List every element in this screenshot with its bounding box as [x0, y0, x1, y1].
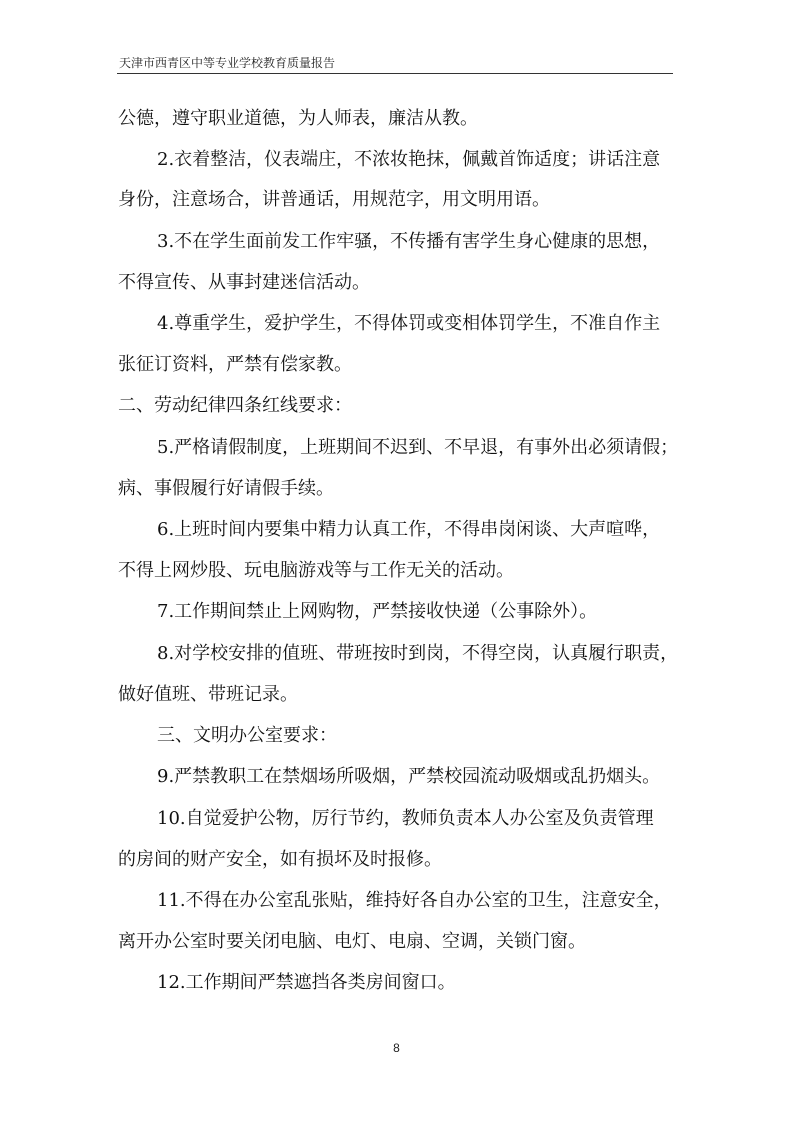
item-5-line-1: 5.严格请假制度，上班期间不迟到、不早退，有事外出必须请假；: [157, 437, 679, 458]
item-4-line-1: 4.尊重学生，爱护学生，不得体罚或变相体罚学生，不准自作主: [157, 313, 661, 334]
section-3-heading: 三、文明办公室要求：: [157, 725, 337, 746]
item-9-line-1: 9.严禁教职工在禁烟场所吸烟，严禁校园流动吸烟或乱扔烟头。: [157, 766, 661, 787]
paragraph-continuation-line: 公德，遵守职业道德，为人师表，廉洁从教。: [118, 108, 478, 129]
item-4-line-2: 张征订资料，严禁有偿家教。: [118, 354, 352, 375]
header-divider: [117, 73, 673, 74]
item-8-line-2: 做好值班、带班记录。: [118, 684, 298, 705]
item-12-line-1: 12.工作期间严禁遮挡各类房间窗口。: [157, 972, 456, 993]
item-6-line-1: 6.上班时间内要集中精力认真工作，不得串岗闲谈、大声喧哗，: [157, 519, 661, 540]
section-2-heading: 二、劳动纪律四条红线要求：: [118, 395, 352, 416]
item-7-line-1: 7.工作期间禁止上网购物，严禁接收快递（公事除外）。: [157, 601, 598, 622]
page-number: 8: [393, 1041, 400, 1055]
running-header-title: 天津市西青区中等专业学校教育质量报告: [119, 56, 336, 70]
item-5-line-2: 病、事假履行好请假手续。: [118, 478, 334, 499]
item-10-line-2: 的房间的财产安全，如有损坏及时报修。: [118, 849, 442, 870]
item-11-line-1: 11.不得在办公室乱张贴，维持好各自办公室的卫生，注意安全，: [157, 890, 672, 911]
item-2-line-2: 身份，注意场合，讲普通话，用规范字，用文明用语。: [118, 189, 550, 210]
item-2-line-1: 2.衣着整洁，仪表端庄，不浓妆艳抹，佩戴首饰适度；讲话注意: [157, 149, 661, 170]
item-8-line-1: 8.对学校安排的值班、带班按时到岗，不得空岗，认真履行职责，: [157, 643, 679, 664]
item-3-line-2: 不得宣传、从事封建迷信活动。: [118, 272, 370, 293]
item-3-line-1: 3.不在学生面前发工作牢骚，不传播有害学生身心健康的思想，: [157, 231, 661, 252]
item-6-line-2: 不得上网炒股、玩电脑游戏等与工作无关的活动。: [118, 560, 514, 581]
item-10-line-1: 10.自觉爱护公物，厉行节约，教师负责本人办公室及负责管理: [157, 808, 654, 829]
item-11-line-2: 离开办公室时要关闭电脑、电灯、电扇、空调，关锁门窗。: [118, 931, 586, 952]
